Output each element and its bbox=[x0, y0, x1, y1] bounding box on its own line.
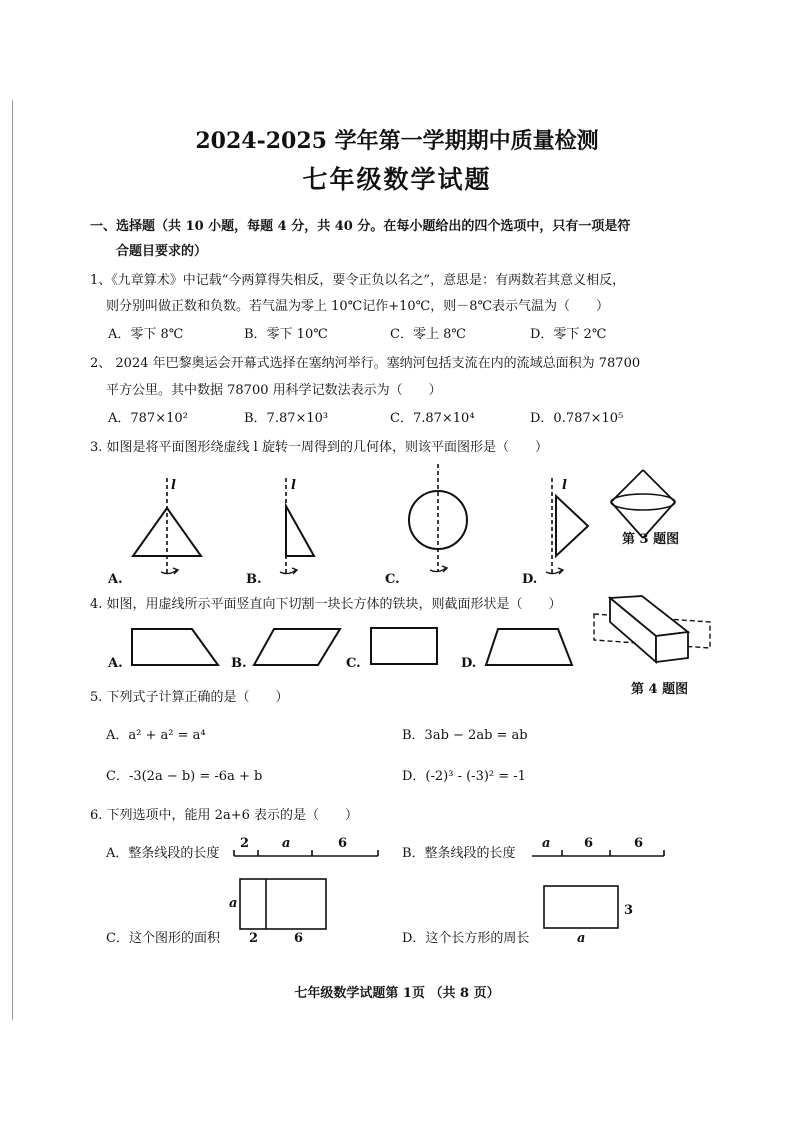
q2-option-d: D．0.787×10⁵ bbox=[530, 411, 624, 426]
q3-figure-a bbox=[125, 476, 215, 586]
q1-line1: 1、《九章算术》中记载“今两算得失相反，要令正负以名之”，意思是：有两数若其意义相反， bbox=[90, 273, 626, 288]
q1-line2: 则分别叫做正数和负数。若气温为零上 10℃记作+10℃，则－8℃表示气温为（ ） bbox=[106, 299, 610, 314]
q4-option-a-shape bbox=[128, 625, 224, 671]
q6-option-b-label: B．整条线段的长度 bbox=[402, 846, 516, 861]
q5-option-b: B．3ab − 2ab = ab bbox=[402, 728, 528, 743]
q6-option-b-segment bbox=[530, 844, 670, 860]
q3-stem: 3. 如图是将平面图形绕虚线 l 旋转一周得到的几何体，则该平面图形是（ ） bbox=[90, 440, 548, 455]
q3-option-a: A. bbox=[108, 572, 123, 587]
q6-b-seg-2: 6 bbox=[584, 836, 594, 851]
q4-option-d-shape bbox=[484, 625, 578, 671]
exam-title: 2024-2025 学年第一学期期中质量检测 bbox=[195, 128, 599, 154]
q2-option-a: A．787×10² bbox=[108, 411, 188, 426]
q4-option-c: C. bbox=[346, 656, 361, 671]
scan-edge bbox=[12, 100, 13, 1020]
q1-option-c: C．零上 8℃ bbox=[390, 327, 466, 342]
q6-c-side: a bbox=[229, 896, 238, 911]
q4-option-d: D. bbox=[461, 656, 477, 671]
q6-b-seg-1: a bbox=[542, 836, 551, 851]
q4-option-c-shape bbox=[368, 625, 442, 671]
q3-figure-caption: 第 3 题图 bbox=[622, 532, 680, 547]
q4-stem: 4. 如图，用虚线所示平面竖直向下切割一块长方体的铁块，则截面形状是（ ） bbox=[90, 597, 562, 612]
q6-option-d-figure bbox=[542, 884, 622, 932]
q6-d-width: a bbox=[577, 931, 586, 946]
q1-option-a: A．零下 8℃ bbox=[108, 327, 184, 342]
q2-option-b: B．7.87×10³ bbox=[244, 411, 329, 426]
q3-figure-d bbox=[540, 476, 610, 586]
q6-stem: 6. 下列选项中，能用 2a+6 表示的是（ ） bbox=[90, 808, 358, 823]
q6-c-width-1: 2 bbox=[249, 931, 259, 946]
q4-option-b-shape bbox=[252, 625, 344, 671]
q4-option-a: A. bbox=[108, 656, 123, 671]
q6-a-seg-1: 2 bbox=[240, 836, 250, 851]
q3-option-b: B. bbox=[246, 572, 262, 587]
q5-option-c: C．-3(2a − b) = -6a + b bbox=[106, 769, 263, 784]
q6-option-c-figure bbox=[238, 876, 330, 932]
q6-option-a-segment bbox=[232, 844, 382, 860]
q5-stem: 5. 下列式子计算正确的是（ ） bbox=[90, 690, 289, 705]
q4-reference-figure bbox=[588, 592, 718, 670]
q4-option-b: B. bbox=[231, 656, 247, 671]
q3-option-c: C. bbox=[385, 572, 400, 587]
q6-c-width-2: 6 bbox=[294, 931, 304, 946]
q1-option-d: D．零下 2℃ bbox=[530, 327, 607, 342]
q6-a-seg-3: 6 bbox=[338, 836, 348, 851]
q6-option-d-label: D．这个长方形的周长 bbox=[402, 931, 530, 946]
page-footer: 七年级数学试题第 1页 （共 8 页） bbox=[294, 986, 500, 1001]
q3-option-d: D. bbox=[522, 572, 538, 587]
q3-axis-label-b: l bbox=[291, 478, 296, 493]
q6-option-a-label: A．整条线段的长度 bbox=[106, 846, 220, 861]
section-heading: 一、选择题（共 10 小题，每题 4 分，共 40 分。在每小题给出的四个选项中，只有一项是符 bbox=[90, 219, 631, 234]
q3-figure-c bbox=[400, 462, 480, 586]
q3-figure-b bbox=[272, 476, 332, 586]
q5-option-d: D．(-2)³ - (-3)² = -1 bbox=[402, 769, 526, 784]
q2-line1: 2、 2024 年巴黎奥运会开幕式选择在塞纳河举行。塞纳河包括支流在内的流域总面积为 78700 bbox=[90, 356, 641, 371]
q3-axis-label-a: l bbox=[171, 478, 176, 493]
q6-d-height: 3 bbox=[624, 903, 634, 918]
exam-subtitle: 七年级数学试题 bbox=[302, 165, 492, 194]
q3-axis-label-d: l bbox=[562, 478, 567, 493]
q6-option-c-label: C．这个图形的面积 bbox=[106, 931, 220, 946]
section-heading-cont: 合题目要求的） bbox=[116, 244, 208, 259]
q2-option-c: C．7.87×10⁴ bbox=[390, 411, 475, 426]
q6-a-seg-2: a bbox=[282, 836, 291, 851]
q4-figure-caption: 第 4 题图 bbox=[631, 682, 689, 697]
q2-line2: 平方公里。其中数据 78700 用科学记数法表示为（ ） bbox=[106, 383, 442, 398]
q6-b-seg-3: 6 bbox=[634, 836, 644, 851]
q5-option-a: A．a² + a² = a⁴ bbox=[106, 728, 206, 743]
q1-option-b: B．零下 10℃ bbox=[244, 327, 328, 342]
